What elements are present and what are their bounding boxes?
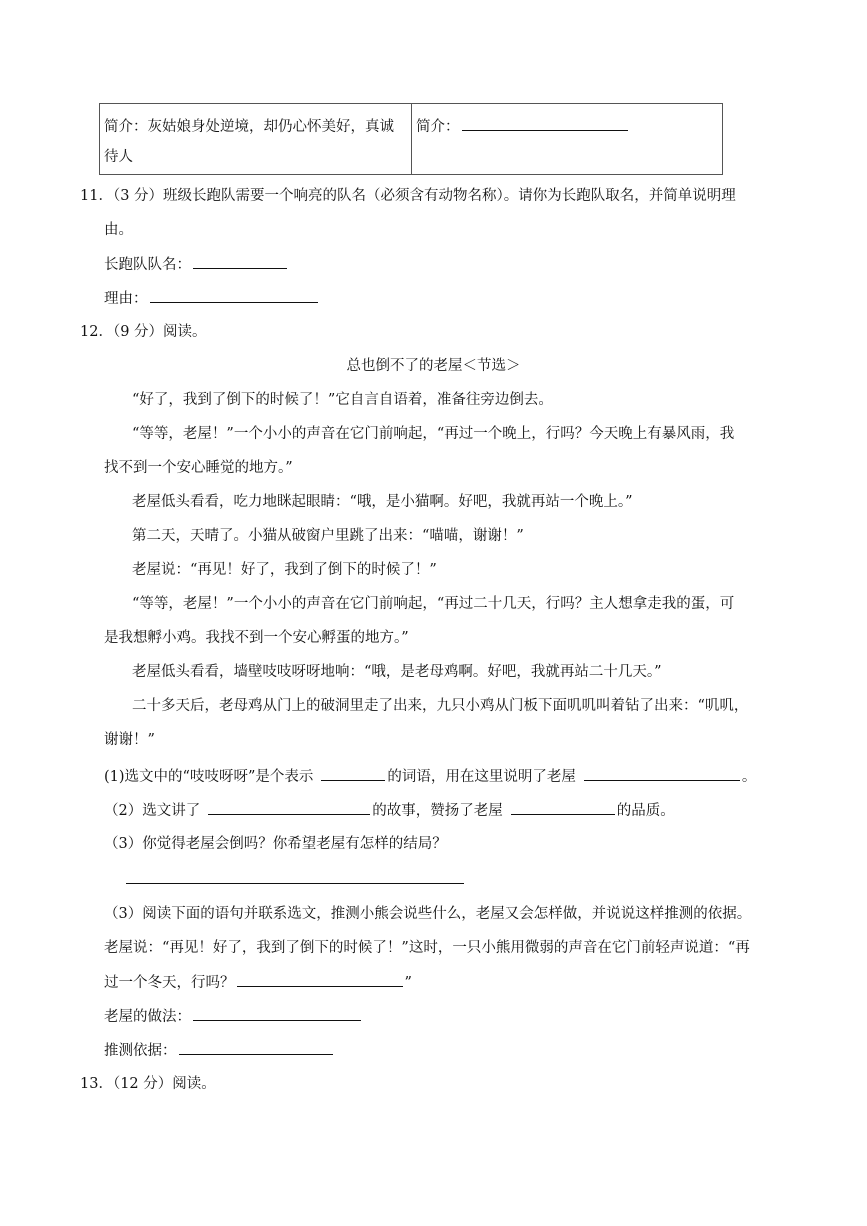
q11-reason-blank[interactable] xyxy=(150,288,318,303)
intro-cell-right xyxy=(412,104,722,174)
intro-right-label: 简介： xyxy=(416,119,460,135)
q12-sub4-quote-b xyxy=(104,972,412,993)
passage-p7: 老屋低头看看，墙壁吱吱呀呀地响：“哦，是老母鸡啊。好吧，我就再站二十几天。” xyxy=(132,664,662,680)
q12-instruction: 阅读。 xyxy=(163,324,207,340)
q12-sub4-quote-end: ” xyxy=(404,975,412,991)
q13-header xyxy=(80,1074,216,1094)
q12-way-label: 老屋的做法： xyxy=(104,1009,191,1025)
passage-p4: 第二天，天晴了。小猫从破窗户里跳了出来：“喵喵，谢谢！” xyxy=(132,528,524,544)
q12-sub4-quote-a: 老屋说：“再见！好了，我到了倒下的时候了！”这时，一只小熊用微弱的声音在它门前轻声说道：“再 xyxy=(104,940,750,956)
q12-number: 12． xyxy=(80,324,113,340)
q12-sub1 xyxy=(104,766,756,787)
q12-sub2-text-c: 的品质。 xyxy=(616,803,675,819)
q11-line-2: 由。 xyxy=(104,222,133,238)
intro-left-text-2: 待人 xyxy=(104,149,133,165)
q12-basis-label: 推测依据： xyxy=(104,1043,177,1059)
passage-p6a: “等等，老屋！”一个小小的声音在它门前响起，“再过二十几天，行吗？主人想拿走我的蛋，可 xyxy=(132,596,735,612)
q13-instruction: 阅读。 xyxy=(172,1076,216,1092)
passage-p2b: 找不到一个安心睡觉的地方。” xyxy=(104,460,293,476)
q12-basis-row xyxy=(104,1040,335,1061)
q12-header xyxy=(80,322,207,342)
q12-sub2-text-b: 的故事，赞扬了老屋 xyxy=(372,803,503,819)
q11-points: （3 分） xyxy=(112,188,164,204)
q11-text: 班级长跑队需要一个响亮的队名（必须含有动物名称）。请你为长跑队取名，并简单说明理 xyxy=(163,188,736,204)
q12-sub2-blank-1[interactable] xyxy=(208,800,370,815)
passage-p8b: 谢谢！” xyxy=(104,732,155,748)
q12-sub2-blank-2[interactable] xyxy=(511,800,615,815)
q12-way-row xyxy=(104,1006,363,1027)
passage-p6b: 是我想孵小鸡。我找不到一个安心孵蛋的地方。” xyxy=(104,630,409,646)
q12-bear-words-blank[interactable] xyxy=(237,972,403,987)
q12-way-blank[interactable] xyxy=(193,1006,361,1021)
q12-sub4-quote-text: 过一个冬天，行吗？ xyxy=(104,975,235,991)
q11-reason-label: 理由： xyxy=(104,291,148,307)
q12-sub1-blank-2[interactable] xyxy=(584,766,740,781)
q11-team-label: 长跑队队名： xyxy=(104,257,191,273)
q12-points: （9 分） xyxy=(112,324,164,340)
passage-title: 总也倒不了的老屋＜节选＞ xyxy=(346,358,521,374)
q11-team-blank[interactable] xyxy=(193,254,287,269)
q12-sub3: （3）你觉得老屋会倒吗？你希望老屋有怎样的结局？ xyxy=(104,836,447,852)
q12-sub1-text-b: 的词语，用在这里说明了老屋 xyxy=(387,769,576,785)
passage-p2a: “等等，老屋！”一个小小的声音在它门前响起，“再过一个晚上，行吗？今天晚上有暴风雨，我 xyxy=(132,426,735,442)
intro-left-text: 简介：灰姑娘身处逆境，却仍心怀美好，真诚 xyxy=(104,119,394,135)
passage-p1: “好了，我到了倒下的时候了！”它自言自语着，准备往旁边倒去。 xyxy=(132,392,553,408)
q12-sub1-text-c: 。 xyxy=(741,769,757,785)
q11-team-row xyxy=(104,254,289,275)
q11-line-1 xyxy=(80,186,736,206)
q12-sub2-text-a: （2）选文讲了 xyxy=(104,803,201,819)
q11-reason-row xyxy=(104,288,320,309)
intro-table xyxy=(99,103,723,175)
q12-sub3-answer-line[interactable] xyxy=(126,869,464,884)
q12-sub1-blank-1[interactable] xyxy=(321,766,385,781)
q13-number: 13． xyxy=(80,1076,113,1092)
q13-points: （12 分） xyxy=(112,1076,173,1092)
q12-basis-blank[interactable] xyxy=(179,1040,333,1055)
q12-sub1-text-a: (1)选文中的“吱吱呀呀”是个表示 xyxy=(104,769,314,785)
passage-p8a: 二十多天后，老母鸡从门上的破洞里走了出来，九只小鸡从门板下面叽叽叫着钻了出来：“叽叽， xyxy=(132,698,749,714)
q11-number: 11． xyxy=(80,188,113,204)
q12-sub4: （3）阅读下面的语句并联系选文，推测小熊会说些什么，老屋又会怎样做，并说说这样推测的依据。 xyxy=(104,906,752,922)
q12-sub2 xyxy=(104,800,675,821)
intro-cell-left xyxy=(100,104,412,174)
intro-blank[interactable] xyxy=(462,116,628,131)
passage-p5: 老屋说：“再见！好了，我到了倒下的时候了！” xyxy=(132,562,437,578)
passage-p3: 老屋低头看看，吃力地眯起眼睛：“哦，是小猫啊。好吧，我就再站一个晚上。” xyxy=(132,494,633,510)
